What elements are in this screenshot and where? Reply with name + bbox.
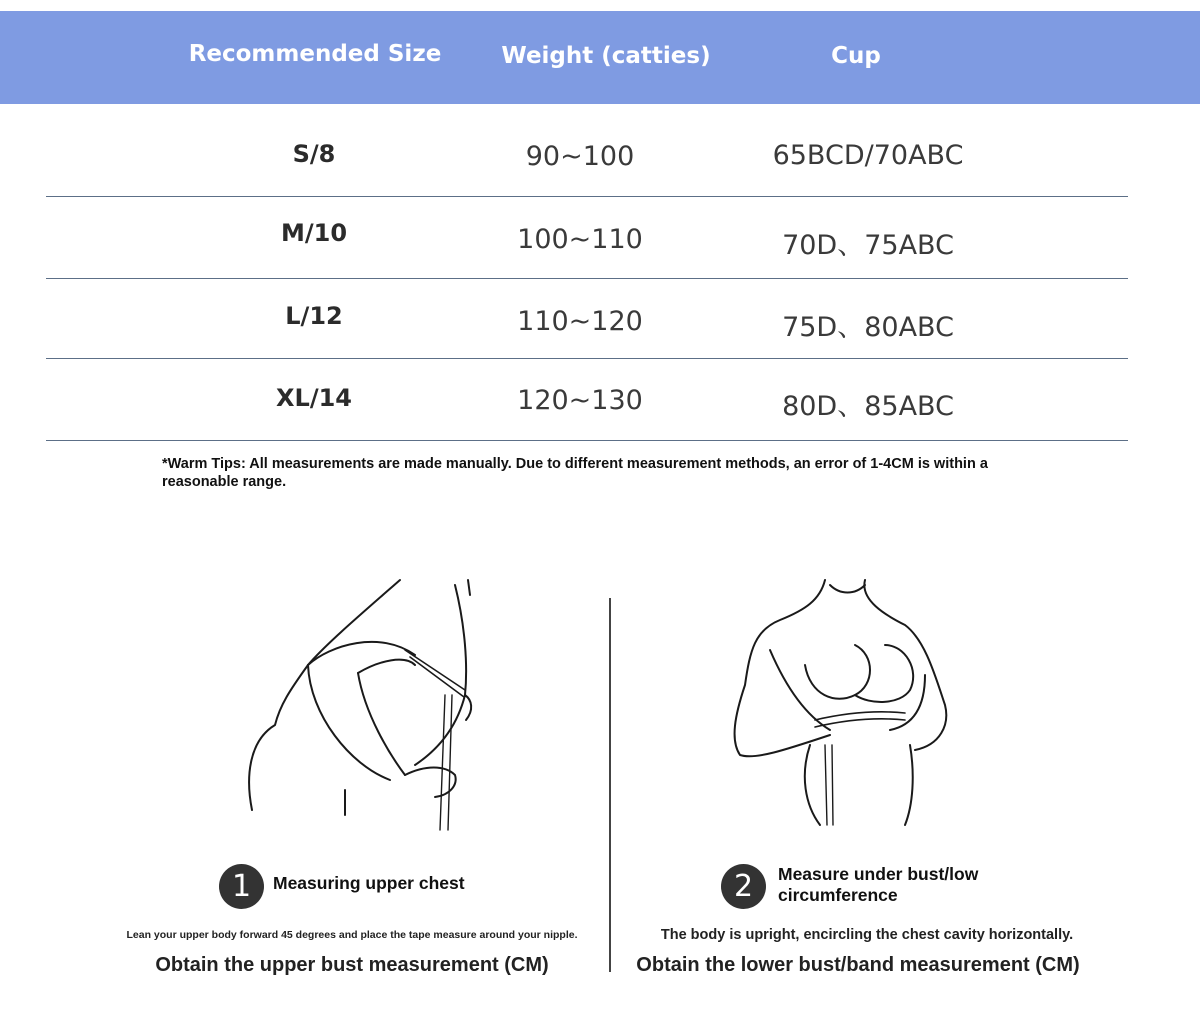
- step-1-title: Measuring upper chest: [273, 873, 465, 893]
- row-divider: [46, 440, 1128, 441]
- header-recommended-size: Recommended Size: [188, 41, 442, 67]
- step-2-description: The body is upright, encircling the chest cavity horizontally.: [660, 927, 1074, 943]
- header-cup: Cup: [831, 43, 881, 69]
- size-cell: L/12: [285, 302, 343, 330]
- size-cell: S/8: [292, 140, 336, 168]
- step-2-badge: 2: [721, 864, 766, 909]
- step-2-result: Obtain the lower bust/band measurement (CM): [636, 954, 1080, 976]
- header-weight: Weight (catties): [501, 43, 711, 69]
- table-header: [0, 11, 1200, 104]
- step-1-result: Obtain the upper bust measurement (CM): [155, 954, 549, 976]
- size-cell: XL/14: [276, 384, 352, 412]
- step-2-title: Measure under bust/low circumference: [778, 864, 979, 905]
- upper-chest-illustration: [240, 575, 490, 835]
- step-1-badge: 1: [219, 864, 264, 909]
- cup-cell: 75D、80ABC: [782, 312, 954, 343]
- weight-cell: 110~120: [517, 306, 643, 337]
- weight-cell: 90~100: [525, 141, 635, 172]
- row-divider: [46, 358, 1128, 359]
- row-divider: [46, 278, 1128, 279]
- row-divider: [46, 196, 1128, 197]
- under-bust-illustration: [725, 575, 955, 835]
- weight-cell: 120~130: [517, 385, 643, 416]
- step-1-description: Lean your upper body forward 45 degrees and place the tape measure around your nipple.: [126, 929, 578, 941]
- cup-cell: 80D、85ABC: [782, 391, 954, 422]
- cup-cell: 65BCD/70ABC: [772, 140, 964, 171]
- warm-tips: *Warm Tips: All measurements are made manually. Due to different measurement methods, an error of 1-4CM is within a reasonable range.: [162, 456, 988, 490]
- cup-cell: 70D、75ABC: [782, 230, 954, 261]
- weight-cell: 100~110: [517, 224, 643, 255]
- size-cell: M/10: [280, 219, 348, 247]
- section-divider: [609, 598, 611, 972]
